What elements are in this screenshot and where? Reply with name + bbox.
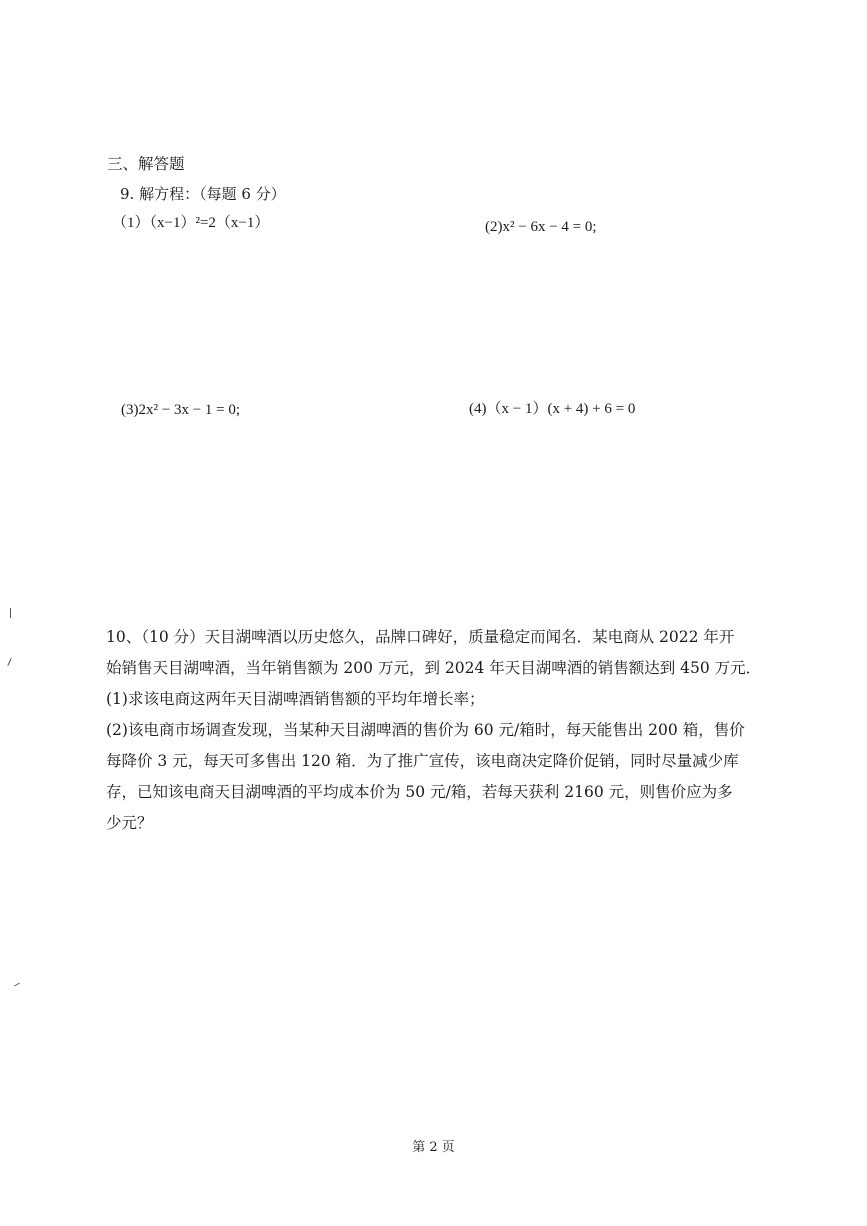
q9-equation-4: (4)（x − 1）(x + 4) + 6 = 0 <box>469 401 636 417</box>
scan-artifact <box>10 608 11 618</box>
q9-equation-3: (3)2x² − 3x − 1 = 0; <box>121 402 241 418</box>
q10-line-5: 每降价 3 元，每天可多售出 120 箱．为了推广宣传，该电商决定降价促销，同时尽量减少库 <box>106 752 739 770</box>
q9-equation-1: （1）（x−1）²=2（x−1） <box>112 215 270 231</box>
q10-line-3: (1)求该电商这两年天目湖啤酒销售额的平均年增长率； <box>106 690 485 708</box>
q9-title: 9. 解方程：（每题 6 分） <box>120 185 286 203</box>
q10-line-2: 始销售天目湖啤酒，当年销售额为 200 万元，到 2024 年天目湖啤酒的销售额达到 450 万元． <box>106 659 762 677</box>
q10-paragraph <box>106 622 762 839</box>
q10-line-7: 少元？ <box>106 814 153 832</box>
q10-line-4: (2)该电商市场调查发现，当某种天目湖啤酒的售价为 60 元/箱时，每天能售出 200 箱，售价 <box>106 721 745 739</box>
page-number: 第 2 页 <box>412 1140 455 1155</box>
scan-artifact <box>7 658 11 666</box>
scan-artifact <box>14 983 20 987</box>
q10-line-6: 存，已知该电商天目湖啤酒的平均成本价为 50 元/箱，若每天获利 2160 元，则售价应为多 <box>106 783 733 801</box>
q9-equation-2: (2)x² − 6x − 4 = 0; <box>485 219 597 235</box>
section-heading: 三、解答题 <box>107 155 185 173</box>
q10-line-1: 10、（10 分）天目湖啤酒以历史悠久，品牌口碑好，质量稳定而闻名．某电商从 2022 年开 <box>106 628 735 646</box>
